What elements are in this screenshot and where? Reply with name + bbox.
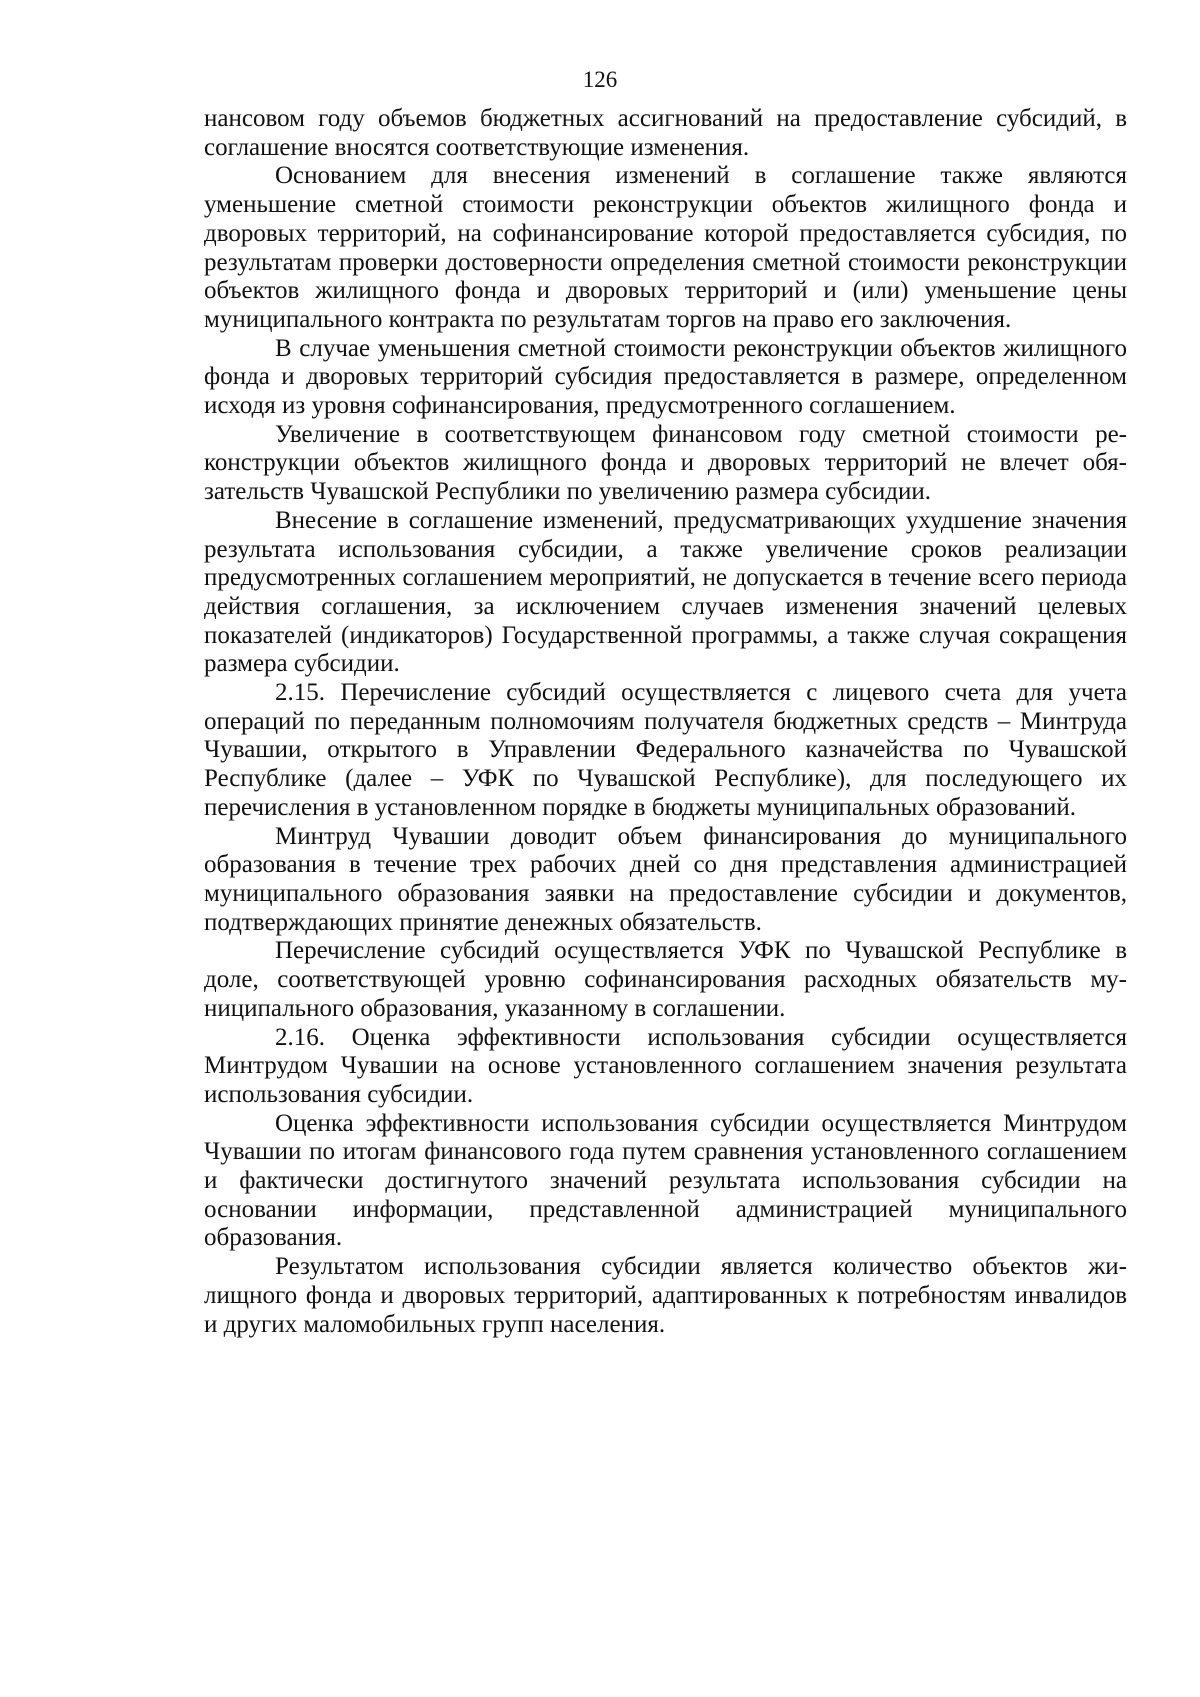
page-number: 126 (582, 67, 618, 92)
paragraph-section-2-16: 2.16. Оценка эффективности использования субсидии осуществляется Минтрудом Чувашии на основе установленного соглашением значения результата использования субсидии. (204, 1023, 1127, 1108)
paragraph-grounds-for-changes: Основанием для внесения изменений в соглашение также являются уменьшение сметной стоимости реконструкции объектов жилищного фонда и дворовых территорий, на софинансирование которой предоставляется субсидия, по результатам проверки достоверности определения сметной стоимости реконструкции объектов жилищного фонда и дворовых территорий и (или) уменьшение цены муниципального контракта по результатам торгов на право его заключения. (204, 162, 1127, 333)
paragraph-subsidy-transfer: Перечисление субсидий осуществляется УФК по Чувашской Республике в доле, соответствующей уровню софинансирования расходных обязательств муниципального образования, указанному в соглашении. (204, 937, 1127, 1022)
paragraph-subsidy-result: Результатом использования субсидии является количество объектов жилищного фонда и дворовых территорий, адаптированных к потребностям инвалидов и других маломобильных групп населения. (204, 1253, 1127, 1338)
paragraph-continuation: нансовом году объемов бюджетных ассигнований на предоставление субсидий, в соглашение вносятся соответствующие изменения. (204, 105, 1127, 161)
paragraph-cost-increase: Увеличение в соответствующем финансовом году сметной стоимости реконструкции объектов жилищного фонда и дворовых территорий не влечет обязательств Чувашской Республики по увеличению размера субсидии. (204, 420, 1127, 506)
paragraph-changes-restriction: Внесение в соглашение изменений, предусматривающих ухудшение значения результата использования субсидии, а также увеличение сроков реализации предусмотренных соглашением мероприятий, не допускается в течение всего периода действия соглашения, за исключением случаев изменения значений целевых показателей (индикаторов) Государственной программы, а также случая сокращения размера субсидии. (204, 506, 1127, 678)
paragraph-efficiency-assessment: Оценка эффективности использования субсидии осуществляется Минтрудом Чувашии по итогам финансового года путем сравнения установленного соглашением и фактически достигнутого значений результата использования субсидии на основании информации, представленной администрацией муниципального образования. (204, 1109, 1127, 1252)
paragraph-cost-reduction: В случае уменьшения сметной стоимости реконструкции объектов жилищного фонда и дворовых территорий субсидия предоставляется в размере, определенном исходя из уровня софинансирования, предусмотренного соглашением. (204, 334, 1127, 420)
paragraph-financing-delivery: Минтруд Чувашии доводит объем финансирования до муниципального образования в течение трех рабочих дней со дня представления администрацией муниципального образования заявки на предоставление субсидии и документов, подтверждающих принятие денежных обязательств. (204, 822, 1127, 936)
document-body (204, 105, 1127, 1339)
paragraph-section-2-15: 2.15. Перечисление субсидий осуществляется с лицевого счета для учета операций по переданным полномочиям получателя бюджетных средств – Минтруда Чувашии, открытого в Управлении Федерального казначейства по Чувашской Республике (далее – УФК по Чувашской Республике), для последующего их перечисления в установленном порядке в бюджеты муниципальных образований. (204, 679, 1127, 821)
